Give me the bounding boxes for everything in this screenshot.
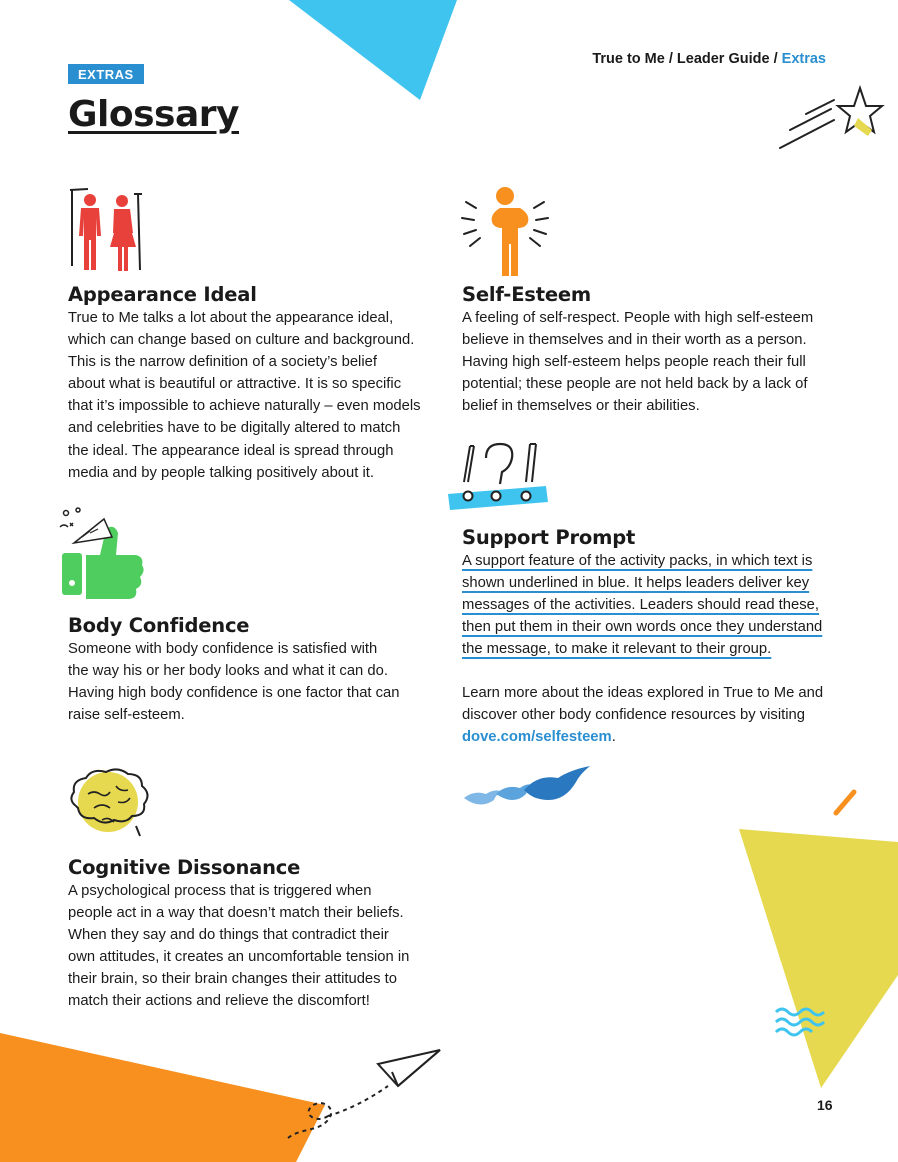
wave-lines-decoration (772, 1000, 832, 1040)
definition-line: about what is beautiful or attractive. It is so specific (68, 376, 402, 393)
definition-line (462, 638, 822, 660)
definition-line: the ideal. The appearance ideal is spread through (68, 442, 394, 459)
brain-icon (66, 764, 158, 838)
doves-icon (462, 764, 594, 810)
paper-plane-icon (280, 1046, 445, 1146)
definition-line: Someone with body confidence is satisfied with (68, 641, 378, 657)
definition-line: belief in themselves or their abilities. (462, 398, 700, 415)
definition-line: that it’s impossible to achieve naturally – even models (68, 398, 421, 415)
underlined-text: shown underlined in blue. It helps leaders deliver key (462, 575, 810, 592)
definition-line: believe in themselves and in their worth as a person. (462, 332, 807, 349)
underlined-text: A support feature of the activity packs, in which text is (462, 553, 813, 569)
orange-dash-decoration (830, 788, 860, 818)
definition-line: potential; these people are not held back by a lack of (462, 376, 808, 393)
term-support-prompt: Support Prompt (462, 526, 636, 549)
definition-self-esteem (462, 307, 813, 417)
link-trailing-period: . (611, 729, 616, 746)
underlined-text: messages of the activities. Leaders should read these, (462, 597, 819, 614)
definition-line: This is the narrow definition of a society’s belief (68, 354, 377, 371)
breadcrumb (592, 51, 826, 67)
definition-line: own attitudes, it creates an uncomfortable tension in (68, 949, 410, 966)
definition-appearance-ideal (68, 307, 421, 484)
definition-cognitive-dissonance (68, 880, 409, 1013)
definition-line (462, 594, 822, 616)
learn-more-link-line (462, 726, 823, 748)
term-body-confidence: Body Confidence (68, 614, 250, 637)
definition-line: raise self-esteem. (68, 707, 185, 724)
learn-more-paragraph (462, 682, 823, 748)
exclamation-question-icon (446, 438, 552, 514)
definition-line (462, 616, 822, 638)
term-self-esteem: Self-Esteem (462, 283, 592, 306)
definition-line (462, 550, 822, 572)
two-people-icon (68, 186, 144, 274)
page-title: Glossary (68, 94, 239, 135)
breadcrumb-path: True to Me / Leader Guide / (592, 51, 782, 67)
thumbs-up-party-icon (56, 505, 148, 601)
learn-more-line: discover other body confidence resources by visiting (462, 707, 805, 724)
definition-line: match their actions and relieve the discomfort! (68, 993, 370, 1010)
page-number: 16 (817, 1097, 833, 1113)
learn-more-line: Learn more about the ideas explored in True to Me and (462, 685, 824, 701)
definition-line: media and by people talking positively about it. (68, 464, 374, 481)
definition-line: their brain, so their brain changes their attitudes to (68, 971, 398, 988)
section-badge: EXTRAS (68, 64, 144, 84)
definition-line: A psychological process that is triggered when (68, 883, 372, 899)
underlined-text: then put them in their own words once they understand (462, 619, 823, 636)
definition-line: people act in a way that doesn’t match their beliefs. (68, 905, 404, 922)
shooting-star-icon (776, 84, 886, 156)
definition-line (462, 572, 822, 594)
term-appearance-ideal: Appearance Ideal (68, 283, 257, 306)
definition-line: When they say and do things that contradict their (68, 927, 389, 944)
breadcrumb-current: Extras (781, 51, 826, 67)
confident-person-icon (460, 184, 550, 278)
definition-line: Having high body confidence is one factor that can (68, 685, 400, 702)
underlined-text: the message, to make it relevant to their group. (462, 641, 772, 658)
definition-line: which can change based on culture and background. (68, 332, 415, 349)
definition-body-confidence (68, 638, 400, 726)
definition-support-prompt (462, 550, 822, 660)
definition-line: the way his or her body looks and what it can do. (68, 663, 388, 680)
term-cognitive-dissonance: Cognitive Dissonance (68, 856, 301, 879)
definition-line: Having high self-esteem helps people reach their full (462, 354, 806, 371)
definition-line: True to Me talks a lot about the appearance ideal, (68, 310, 394, 326)
definition-line: and celebrities have to be digitally altered to match (68, 420, 401, 437)
definition-line: A feeling of self-respect. People with high self-esteem (462, 310, 814, 326)
dove-selfesteem-link[interactable]: dove.com/selfesteem (462, 729, 612, 746)
